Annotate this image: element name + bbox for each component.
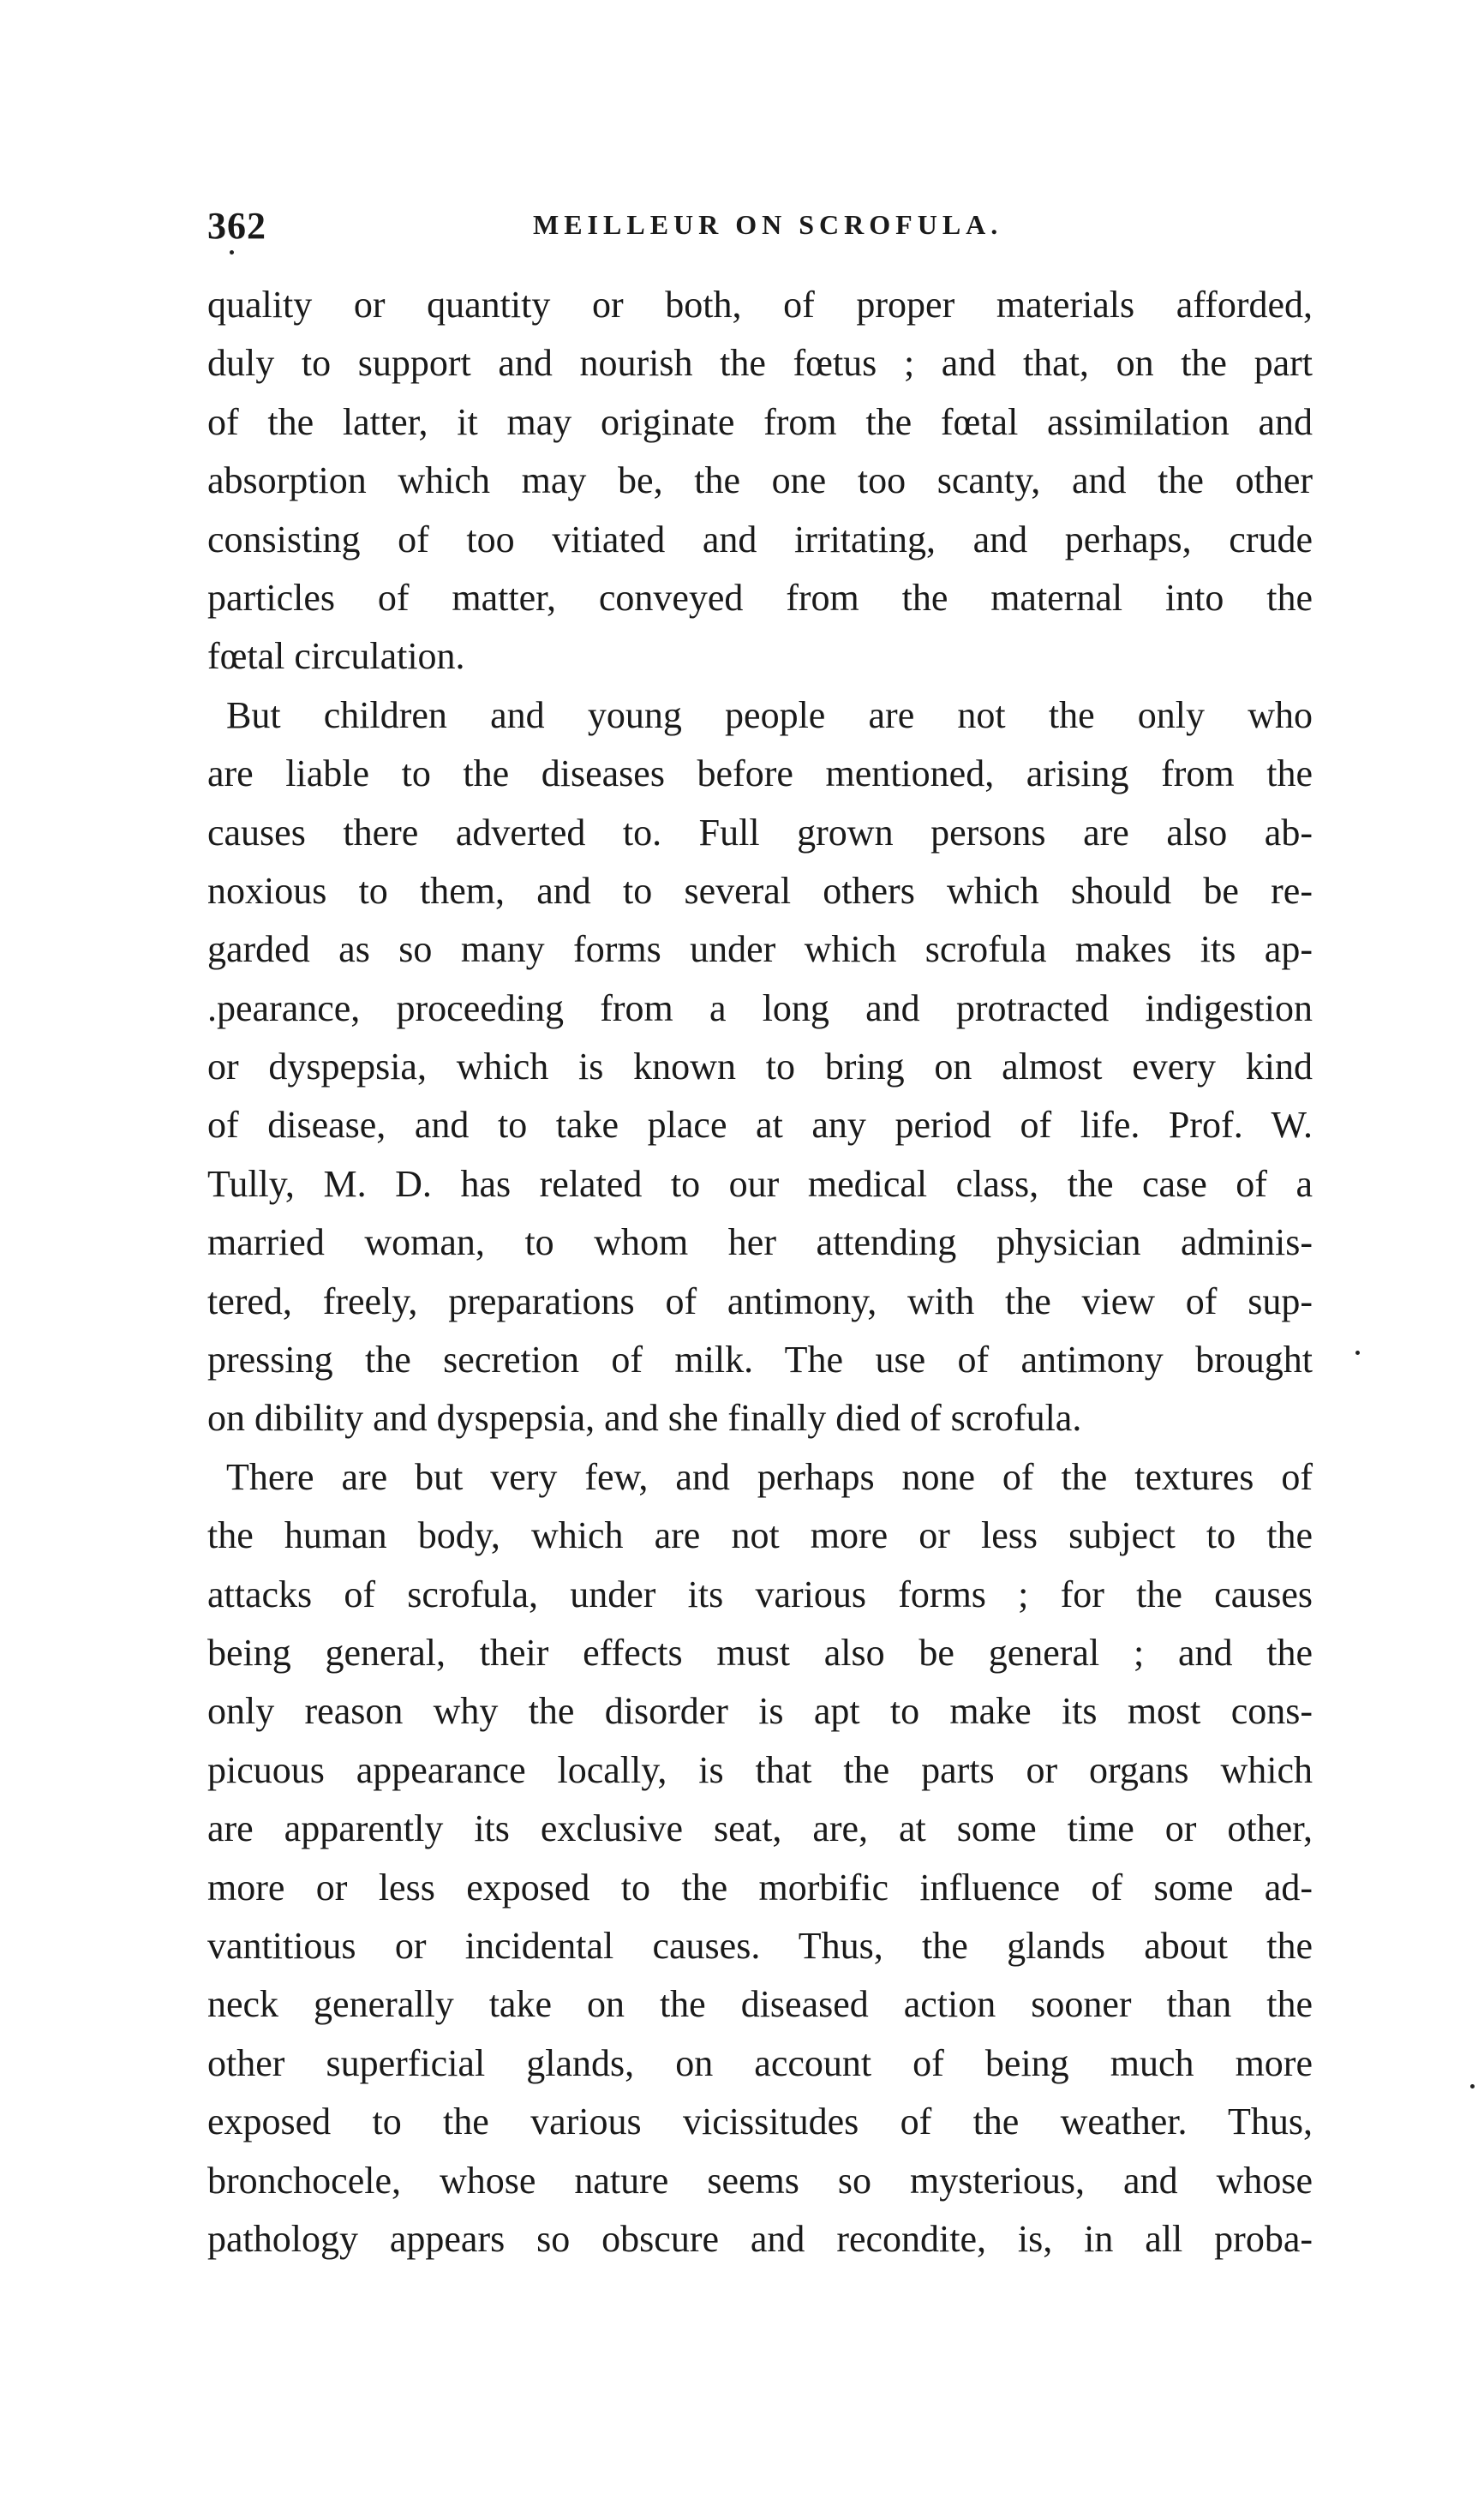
print-speck: [230, 250, 234, 255]
text-line: vantitious or incidental causes. Thus, the glands about the: [207, 1924, 1313, 1967]
text-line: exposed to the various vicissitudes of the weather. Thus,: [207, 2100, 1313, 2143]
text-line: Tully, M. D. has related to our medical class, the case of a: [207, 1162, 1313, 1205]
text-line: particles of matter, conveyed from the maternal into the: [207, 576, 1313, 619]
running-title: MEILLEUR ON SCROFULA.: [533, 209, 1003, 240]
text-line: tered, freely, preparations of antimony, with the view of sup-: [207, 1279, 1313, 1322]
text-line: more or less exposed to the morbific influence of some ad-: [207, 1866, 1313, 1909]
text-line: There are but very few, and perhaps none of the textures of: [226, 1455, 1313, 1498]
text-line: .pearance, proceeding from a long and protracted indigestion: [207, 986, 1313, 1029]
text-line: are apparently its exclusive seat, are, at some time or other,: [207, 1807, 1313, 1850]
text-line: on dibility and dyspepsia, and she finally died of scrofula.: [207, 1397, 1082, 1440]
text-line: or dyspepsia, which is known to bring on almost every kind: [207, 1046, 1313, 1088]
text-line: causes there adverted to. Full grown persons are also ab-: [207, 811, 1313, 854]
text-line: pressing the secretion of milk. The use of antimony brought: [207, 1339, 1313, 1381]
text-line: being general, their effects must also be general ; and the: [207, 1631, 1313, 1674]
text-line: only reason why the disorder is apt to make its most cons-: [207, 1690, 1313, 1733]
text-line: married woman, to whom her attending physician adminis-: [207, 1221, 1313, 1264]
text-line: pathology appears so obscure and recondite, is, in all proba-: [207, 2217, 1313, 2260]
text-line: garded as so many forms under which scrofula makes its ap-: [207, 928, 1313, 971]
text-line: of the latter, it may originate from the fœtal assimilation and: [207, 400, 1313, 443]
print-speck: [1355, 1351, 1360, 1355]
text-line: But children and young people are not the only who: [226, 693, 1313, 736]
text-line: quality or quantity or both, of proper materials afforded,: [207, 284, 1313, 326]
paragraph: [207, 276, 1313, 686]
text-line: other superficial glands, on account of being much more: [207, 2041, 1313, 2084]
running-head: [207, 204, 1307, 255]
paragraph: [207, 686, 1313, 1448]
text-line: fœtal circulation.: [207, 635, 465, 678]
text-line: duly to support and nourish the fœtus ; and that, on the part: [207, 342, 1313, 385]
text-line: of disease, and to take place at any period of life. Prof. W.: [207, 1104, 1313, 1147]
text-line: attacks of scrofula, under its various forms ; for the causes: [207, 1573, 1313, 1615]
text-line: absorption which may be, the one too scanty, and the other: [207, 459, 1313, 502]
text-line: noxious to them, and to several others which should be re-: [207, 869, 1313, 912]
text-line: neck generally take on the diseased action sooner than the: [207, 1983, 1313, 2026]
text-line: consisting of too vitiated and irritating, and perhaps, crude: [207, 518, 1313, 560]
text-line: picuous appearance locally, is that the parts or organs which: [207, 1748, 1313, 1791]
text-line: are liable to the diseases before mentioned, arising from the: [207, 752, 1313, 795]
page-number: 362: [207, 205, 266, 247]
paragraph: [207, 1448, 1313, 2268]
text-line: bronchocele, whose nature seems so mysterious, and whose: [207, 2159, 1313, 2202]
body-text: [207, 276, 1313, 2268]
print-speck: [1470, 2084, 1475, 2088]
text-line: the human body, which are not more or less subject to the: [207, 1514, 1313, 1557]
